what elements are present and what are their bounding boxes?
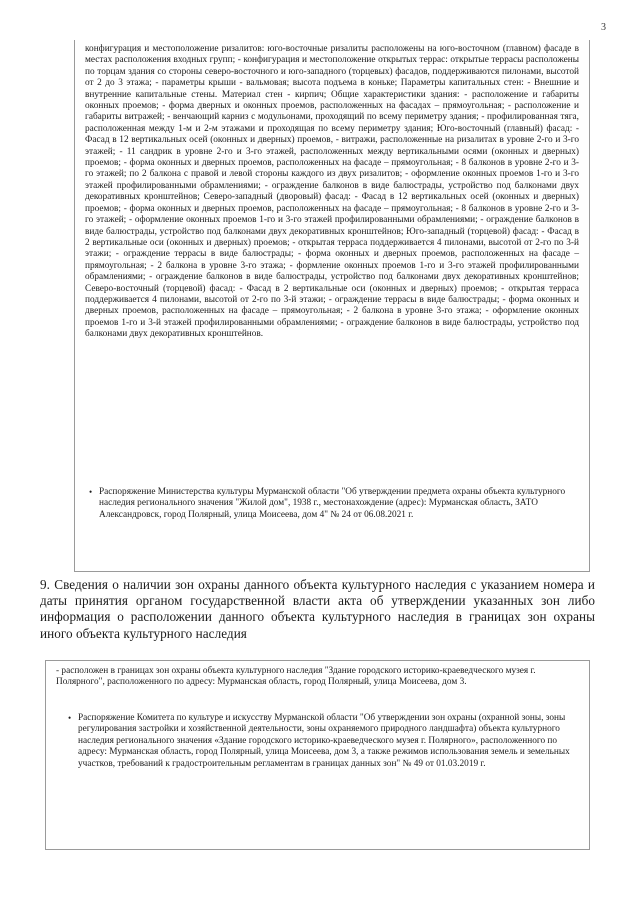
page-number: 3 [601,22,606,33]
subject-of-protection-order [89,487,581,521]
subject-of-protection-box [74,40,590,572]
order-text: Распоряжение Комитета по культуре и искусству Мурманской области "Об утверждении зон охраны (охранной зоны, зоны регулирования застройки и хозяйственной деятельности, зоны охраняемого природного ландшафта) объекта культурного наследия регионального значения «Здание городского историко-краеведческого музея г. Полярного», расположенного по адресу: Мурманская область, город Полярный, улица Моисеева, дом 3, а также режимов использования земель и земельных участков, требований к градостроительным регламентам в границах данных зон" № 49 от 01.03.2019 г. [78,713,570,769]
protection-zones-text: - расположен в границах зон охраны объекта культурного наследия "Здание городского историко-краеведческого музея г. Полярного", расположенного по адресу: Мурманская область, город Полярный, улица Моисеева, дом 3. [56,666,536,688]
section-9-heading: 9. Сведения о наличии зон охраны данного объекта культурного наследия с указанием номера и даты принятия органом государственной власти акта об утверждении указанных зон либо информация о расположении данного объекта культурного наследия в границах зон охраны иного объекта культурного наследия [40,577,595,641]
subject-of-protection-text: конфигурация и местоположение ризалитов: юго-восточные ризалиты расположены на юго-восточном (главном) фасаде в местах расположения входных групп; - конфигурация и местоположение открытых террас: открытые террасы расположены по торцам здания со стороны северо-восточного и юго-западного (торцевых) фасадов, поддерживаются пилонами, высотой от 2 до 3 этажа; - параметры крыши - вальмовая; высота подъема в коньке; Параметры капитальных стен: - Внешние и внутренние капитальные стены. Материал стен - кирпич; Общие характеристики здания: - расположение и габариты оконных проемов; - форма дверных и оконных проемов, расположенных на фасадах – прямоугольная; - расположение и габариты витражей; - венчающий карниз с модульонами, проходящий по всему периметру здания; - профилированная тяга, расположенная между 1-м и 2-м этажами и проходящая по всему периметру здания; Юго-восточный (главный) фасад: - Фасад в 12 вертикальных осей (оконных и дверных) проемов, - витражи, расположенные на ризалитах в уровне 2-го и 3-го этажей; - 11 сандрик в уровне 2-го и 3-го этажей, расположенных между вертикальными осями (оконных и дверных) проемов; - форма оконных и дверных проемов, расположенных на фасаде – прямоугольная; - 8 балконов в уровне 2-го и 3-го этажей; по 2 балкона с правой и левой стороны каждого из двух ризалитов; - оформление оконных проемов 1-го и 3-го этажей профилированными обрамлениями; - ограждение балконов в виде балюстрады, устройство под балконами двух декоративных кронштейнов; Северо-западный (дворовый) фасад: - Фасад в 12 вертикальных осей (оконных и дверных) проемов; - форма оконных и дверных проемов, расположенных на фасаде – прямоугольная; - 8 балконов в уровне 2-го и 3-го этажей; - оформление оконных проемов 1-го и 3-го этажей профилированными обрамлениями; - ограждение балконов в виде балюстрады, устройство под балконами двух декоративных кронштейнов; Юго-западный (торцевой) фасад: - Фасад в 2 вертикальные оси (оконных и дверных) проемов; - открытая терраса поддерживается 4 пилонами, высотой от 2-го по 3-й этажи; - ограждение террасы в виде балюстрады; - форма оконных и дверных проемов, расположенных на фасаде – прямоугольная; - 2 балкона в уровне 3-го этажа; - формление оконных проемов 1-го и 3-го этажей профилированными обрамлениями; - ограждение балконов в виде балюстрады, устройство под балконами двух декоративных кронштейнов; Северо-восточный (торцевой) фасад: - Фасад в 2 вертикальные оси (оконных и дверных) проемов; - открытая терраса поддерживается 4 пилонами, высотой от 2-го по 3-й этажи; - ограждение террасы в виде балюстрады; - форма оконных и дверных проемов, расположенных на фасаде – прямоугольная; - 2 балкона в уровне 3-го этажа; - оформление оконных проемов 1-го и 3-й этажей профилированными обрамлениями; - ограждение балконов в виде балюстрады, устройство под балконами двух декоративных кронштейнов. [85,44,579,340]
order-text: Распоряжение Министерства культуры Мурманской области "Об утверждении предмета охраны объекта культурного наследия регионального значения "Жилой дом", 1938 г., местонахождение (адрес): Мурманская область, ЗАТО Александровск, город Полярный, улица Моисеева, дом 4" № 24 от 06.08.2021 г. [99,487,566,520]
protection-zones-box [45,660,590,850]
bullet-icon: • [89,487,93,497]
bullet-icon: • [68,713,72,723]
protection-zones-order [68,713,580,770]
